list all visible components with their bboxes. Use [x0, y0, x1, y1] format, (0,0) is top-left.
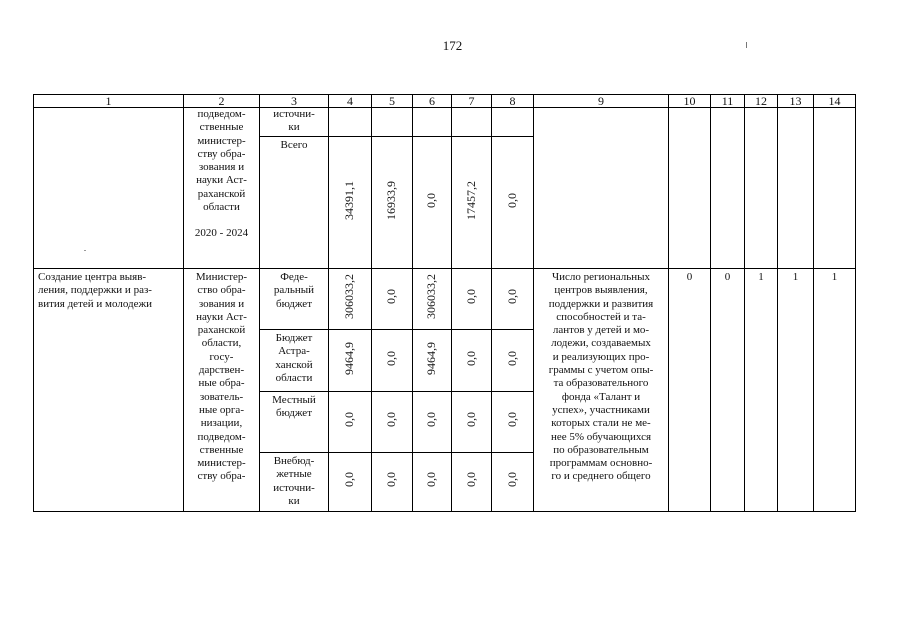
source-line: Внебюд-: [273, 455, 315, 467]
executor-line: ственные: [199, 443, 244, 456]
value-cell: [372, 392, 413, 453]
target-cell: [711, 108, 745, 269]
program-table: [33, 94, 856, 512]
executor-line: ные орга-: [199, 403, 244, 416]
executor-line: зования и: [198, 161, 245, 174]
value-text: 9464,9: [342, 341, 357, 375]
value-cell: [372, 330, 413, 392]
total-label: Всего: [260, 137, 329, 269]
source-line: Бюджет: [275, 332, 313, 344]
value-cell: [372, 137, 413, 269]
value-cell: [329, 392, 372, 453]
value-cell: [492, 330, 534, 392]
block2-row-federal: [34, 269, 856, 330]
source-line: ки: [288, 494, 300, 507]
indicator-line: та образовательного: [553, 377, 649, 390]
value-text: 16933,9: [384, 180, 399, 220]
executor-line: Министер-: [195, 271, 248, 283]
value-cell: [492, 137, 534, 269]
block1-executor-cell: [184, 108, 260, 269]
header-cell: 3: [260, 95, 329, 108]
value-text: 0,0: [384, 350, 399, 366]
value-cell: [452, 137, 492, 269]
executor-line: подведом-: [197, 430, 246, 443]
indicator-line: которых стали не ме-: [551, 417, 651, 430]
header-cell: 11: [711, 95, 745, 108]
indicator-line: программам основно-: [549, 457, 653, 470]
header-cell: 10: [669, 95, 711, 108]
name-line: ления, поддержки и раз-: [38, 284, 152, 297]
indicator-line: и реализующих про-: [552, 350, 650, 363]
source-line: ки: [288, 121, 300, 134]
source-line: Астра-: [278, 345, 310, 358]
value-cell: [413, 269, 452, 330]
header-cell: 13: [778, 95, 814, 108]
executor-line: ные обра-: [198, 377, 245, 390]
value-cell: [413, 330, 452, 392]
indicator-cell: [534, 269, 669, 512]
value-cell: [492, 392, 534, 453]
value-cell: [372, 453, 413, 512]
value-text: 0,0: [504, 192, 519, 208]
stray-mark: [746, 42, 747, 48]
executor-line: науки Аст-: [196, 310, 247, 323]
source-line: ральный: [273, 284, 315, 297]
value-cell: [413, 392, 452, 453]
value-text: 0,0: [463, 412, 478, 428]
target-cell: [814, 108, 856, 269]
header-cell: 5: [372, 95, 413, 108]
value-text: 306033,2: [342, 274, 357, 320]
value-cell: [492, 453, 534, 512]
value-text: 0,0: [384, 289, 399, 305]
target-cell: 1: [745, 269, 778, 512]
indicator-line: го и среднего общего: [551, 470, 651, 483]
executor-line: ство обра-: [197, 284, 246, 297]
value-text: 0,0: [463, 289, 478, 305]
indicator-line: фонда «Талант и: [561, 390, 641, 403]
block1-sources-row: [34, 108, 856, 137]
value-cell: [452, 108, 492, 137]
target-cell: 0: [669, 269, 711, 512]
executor-line: области: [203, 201, 240, 214]
value-text: 0,0: [384, 472, 399, 488]
source-line: источни-: [273, 481, 315, 494]
target-cell: [745, 108, 778, 269]
value-cell: [452, 330, 492, 392]
value-cell: [329, 330, 372, 392]
indicator-line: по образовательным: [553, 443, 649, 456]
target-cell: [778, 108, 814, 269]
indicator-line: лодежи, создаваемых: [551, 337, 651, 350]
value-text: 9464,9: [424, 341, 439, 375]
source-line: Местный: [272, 394, 316, 406]
header-cell: 1: [34, 95, 184, 108]
value-cell: [492, 108, 534, 137]
value-text: 0,0: [424, 192, 439, 208]
value-text: 0,0: [384, 412, 399, 428]
value-text: 17457,2: [463, 180, 478, 220]
executor-line: дарствен-: [198, 364, 245, 377]
value-text: 0,0: [424, 472, 439, 488]
activity-name-cell: [34, 269, 184, 512]
target-cell: [669, 108, 711, 269]
header-cell: 7: [452, 95, 492, 108]
header-cell: 4: [329, 95, 372, 108]
period-label: 2020 - 2024: [194, 227, 249, 240]
executor-line: подведом-: [197, 108, 246, 120]
value-cell: [329, 108, 372, 137]
value-cell: [413, 453, 452, 512]
value-text: 0,0: [504, 472, 519, 488]
executor-line: министер-: [197, 134, 246, 147]
executor-line: ству обра-: [197, 147, 246, 160]
value-text: 0,0: [504, 289, 519, 305]
value-cell: [452, 453, 492, 512]
executor-line: министер-: [197, 457, 246, 470]
value-text: 0,0: [463, 350, 478, 366]
source-line: бюджет: [276, 297, 312, 310]
value-text: 0,0: [424, 412, 439, 428]
value-text: 0,0: [342, 472, 357, 488]
value-cell: [452, 392, 492, 453]
value-text: 306033,2: [424, 274, 439, 320]
value-cell: [413, 108, 452, 137]
indicator-line: граммы с учетом опы-: [548, 364, 654, 377]
value-cell: [492, 269, 534, 330]
source-line: бюджет: [276, 407, 312, 420]
source-cell: [260, 392, 329, 453]
executor-line: зования и: [198, 297, 245, 310]
header-cell: 12: [745, 95, 778, 108]
value-cell: [329, 137, 372, 269]
value-text: 34391,1: [342, 180, 357, 220]
executor-cell: [184, 269, 260, 512]
header-row: [34, 95, 856, 108]
executor-line: госу-: [209, 350, 234, 363]
source-line: жетные: [276, 468, 312, 481]
executor-line: раханской: [197, 324, 246, 337]
block1-indicator-cell: [534, 108, 669, 269]
indicator-line: способностей и та-: [556, 310, 646, 323]
source-line: ханской: [275, 358, 313, 371]
source-cell: [260, 453, 329, 512]
indicator-line: нее 5% обучающихся: [550, 430, 652, 443]
header-cell: 8: [492, 95, 534, 108]
source-line: источни-: [273, 108, 315, 120]
page-number: 172: [442, 38, 463, 53]
source-cell: [260, 108, 329, 137]
executor-line: области,: [201, 337, 242, 350]
target-cell: 0: [711, 269, 745, 512]
header-cell: 14: [814, 95, 856, 108]
executor-line: раханской: [197, 187, 246, 200]
header-cell: 6: [413, 95, 452, 108]
value-text: 0,0: [342, 412, 357, 428]
name-line: Создание центра выяв-: [38, 271, 147, 283]
source-cell: [260, 269, 329, 330]
indicator-line: центров выявления,: [554, 284, 648, 297]
indicator-line: Число региональных: [551, 271, 651, 283]
indicator-line: лантов у детей и мо-: [552, 324, 650, 337]
value-text: 0,0: [463, 472, 478, 488]
name-line: вития детей и молодежи: [38, 297, 152, 310]
value-text: 0,0: [504, 412, 519, 428]
block1-name-cell: [34, 108, 184, 269]
target-cell: 1: [778, 269, 814, 512]
executor-line: науки Аст-: [196, 174, 247, 187]
value-cell: [329, 269, 372, 330]
target-cell: 1: [814, 269, 856, 512]
indicator-line: поддержки и развития: [548, 297, 654, 310]
value-cell: [372, 269, 413, 330]
value-cell: [329, 453, 372, 512]
header-cell: 9: [534, 95, 669, 108]
header-cell: 2: [184, 95, 260, 108]
source-cell: [260, 330, 329, 392]
indicator-line: успех», участниками: [552, 403, 650, 416]
value-cell: [452, 269, 492, 330]
executor-line: низации,: [200, 417, 243, 430]
source-line: области: [275, 371, 313, 384]
source-line: Феде-: [280, 271, 308, 283]
executor-line: зователь-: [199, 390, 244, 403]
executor-line: ственные: [199, 121, 244, 134]
value-text: 0,0: [504, 350, 519, 366]
value-cell: [372, 108, 413, 137]
executor-line: ству обра-: [197, 470, 246, 483]
value-cell: [413, 137, 452, 269]
